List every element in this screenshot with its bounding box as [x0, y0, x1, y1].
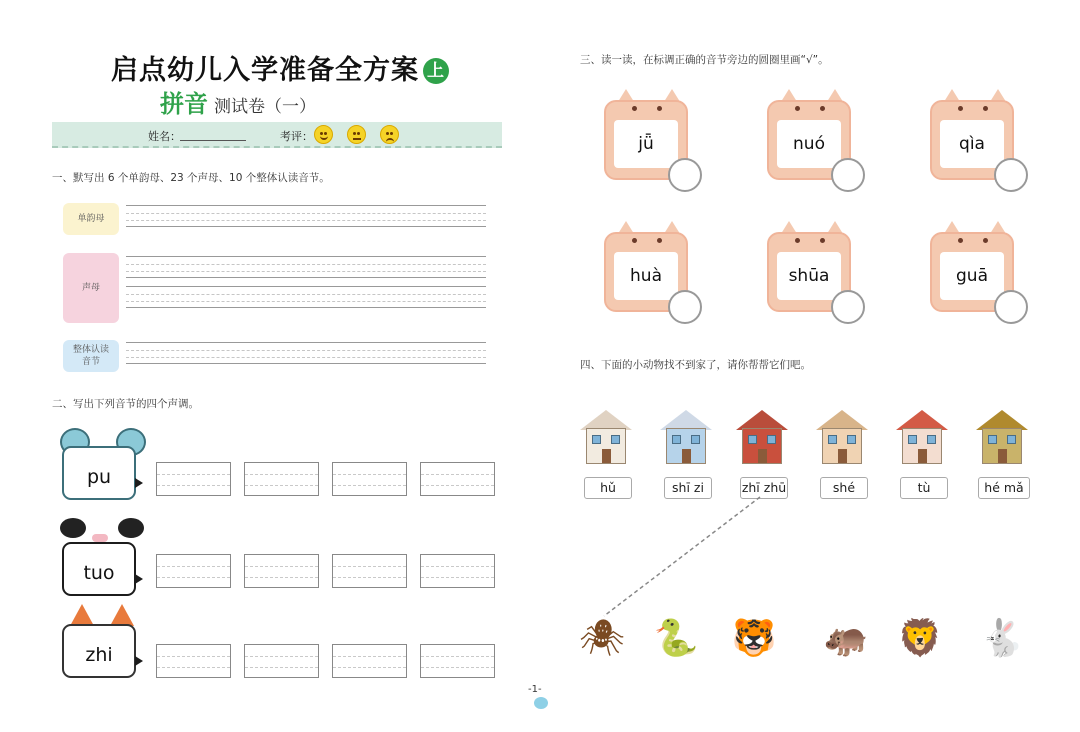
syllable-card: jǖ: [614, 120, 678, 168]
volume-badge: 上: [423, 58, 449, 84]
spider-icon[interactable]: 🕷: [579, 618, 625, 659]
tag-single-finals: 单韵母: [63, 203, 119, 235]
house-label: hé mǎ: [978, 477, 1030, 499]
syllable-card: nuó: [777, 120, 841, 168]
test-label: 测试卷（一）: [214, 97, 316, 117]
house-label: zhī zhū: [740, 477, 788, 499]
lion-icon[interactable]: 🦁: [897, 618, 943, 659]
title-text: 启点幼儿入学准备全方案: [111, 55, 419, 86]
subject-label: 拼音: [160, 90, 208, 118]
house-label: tù: [900, 477, 948, 499]
syllable-tuo: tuo: [62, 542, 136, 596]
tag-initials: 声母: [63, 253, 119, 323]
syllable-card: shūa: [777, 252, 841, 300]
hippo-icon[interactable]: 🦛: [823, 618, 869, 659]
syllable-card: huà: [614, 252, 678, 300]
house-label: hǔ: [584, 477, 632, 499]
name-label: 姓名：: [148, 130, 181, 143]
page-number: -1-: [528, 684, 542, 695]
syllable-pu: pu: [62, 446, 136, 500]
evaluation-label: 考评：: [280, 130, 313, 143]
tag-whole-syllables: 整体认读 音节: [63, 340, 119, 372]
tiger-icon[interactable]: 🐯: [731, 618, 777, 659]
section2-title: 二、写出下列音节的四个声调。: [52, 398, 199, 410]
rabbit-icon[interactable]: 🐇: [979, 618, 1025, 659]
house-label: shé: [820, 477, 868, 499]
house-label: shī zi: [664, 477, 712, 499]
snake-icon[interactable]: 🐍: [653, 618, 699, 659]
syllable-card: guā: [940, 252, 1004, 300]
section1-title: 一、默写出 6 个单韵母、23 个声母、10 个整体认读音节。: [52, 172, 330, 184]
section3-title: 三、读一读，在标调正确的音节旁边的圆圈里画“√”。: [580, 54, 829, 66]
section4-title: 四、下面的小动物找不到家了，请你帮帮它们吧。: [580, 359, 811, 371]
syllable-card: qìa: [940, 120, 1004, 168]
syllable-zhi: zhi: [62, 624, 136, 678]
